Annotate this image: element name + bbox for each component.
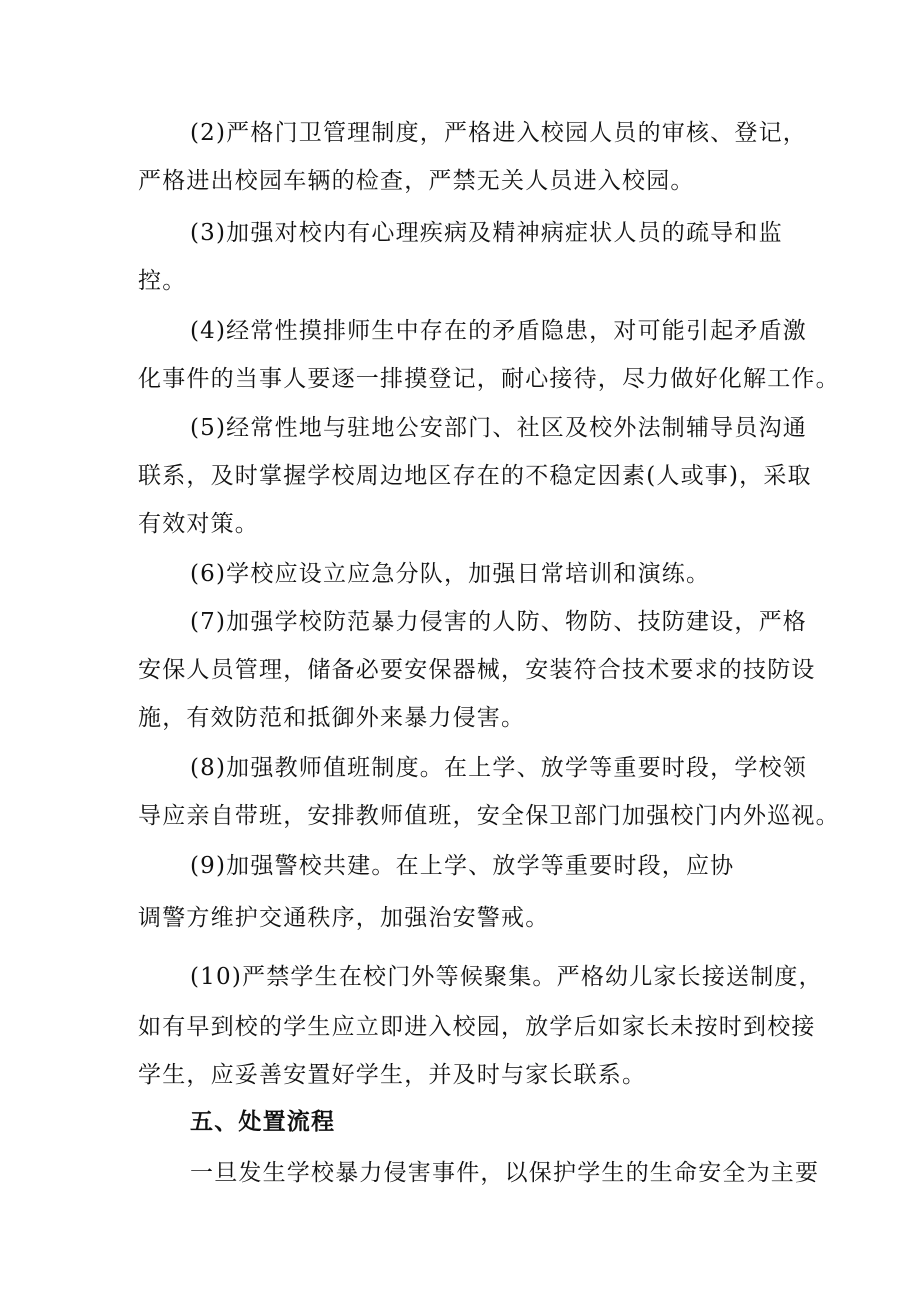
text-line-17: 调警方维护交通秩序，加强治安警戒。 — [138, 905, 550, 931]
text-line-3: (3)加强对校内有心理疾病及精神病症状人员的疏导和监 — [190, 220, 783, 246]
text-line-12: 安保人员管理，储备必要安保器械，安装符合技术要求的技防设 — [138, 657, 816, 683]
text-line-4: 控。 — [138, 268, 187, 294]
text-line-22: 一旦发生学校暴力侵害事件，以保护学生的生命安全为主要 — [190, 1160, 820, 1186]
text-line-20: 学生，应妥善安置好学生，并及时与家长联系。 — [138, 1062, 647, 1088]
text-line-18: (10)严禁学生在校门外等候聚集。严格幼儿家长接送制度， — [190, 964, 823, 990]
text-line-2: 严格进出校园车辆的检查，严禁无关人员进入校园。 — [138, 168, 695, 194]
text-line-15: 导应亲自带班，安排教师值班，安全保卫部门加强校门内外巡视。 — [138, 803, 840, 829]
text-line-10: (6)学校应设立应急分队，加强日常培训和演练。 — [190, 561, 711, 587]
text-line-16: (9)加强警校共建。在上学、放学等重要时段，应协 — [190, 853, 735, 879]
text-line-19: 如有早到校的学生应立即进入校园，放学后如家长未按时到校接 — [138, 1014, 816, 1040]
text-line-5: (4)经常性摸排师生中存在的矛盾隐患，对可能引起矛盾激 — [190, 318, 807, 344]
text-line-1: (2)严格门卫管理制度，严格进入校园人员的审核、登记， — [190, 120, 807, 146]
text-line-7: (5)经常性地与驻地公安部门、社区及校外法制辅导员沟通 — [190, 415, 807, 441]
text-line-14: (8)加强教师值班制度。在上学、放学等重要时段，学校领 — [190, 755, 807, 781]
text-line-6: 化事件的当事人要逐一排摸登记，耐心接待，尽力做好化解工作。 — [138, 366, 840, 392]
section-heading: 五、处置流程 — [190, 1109, 336, 1135]
text-line-9: 有效对策。 — [138, 511, 259, 537]
text-line-8: 联系，及时掌握学校周边地区存在的不稳定因素(人或事)，采取 — [138, 463, 812, 489]
text-line-11: (7)加强学校防范暴力侵害的人防、物防、技防建设，严格 — [190, 609, 807, 635]
text-line-13: 施，有效防范和抵御外来暴力侵害。 — [138, 705, 526, 731]
